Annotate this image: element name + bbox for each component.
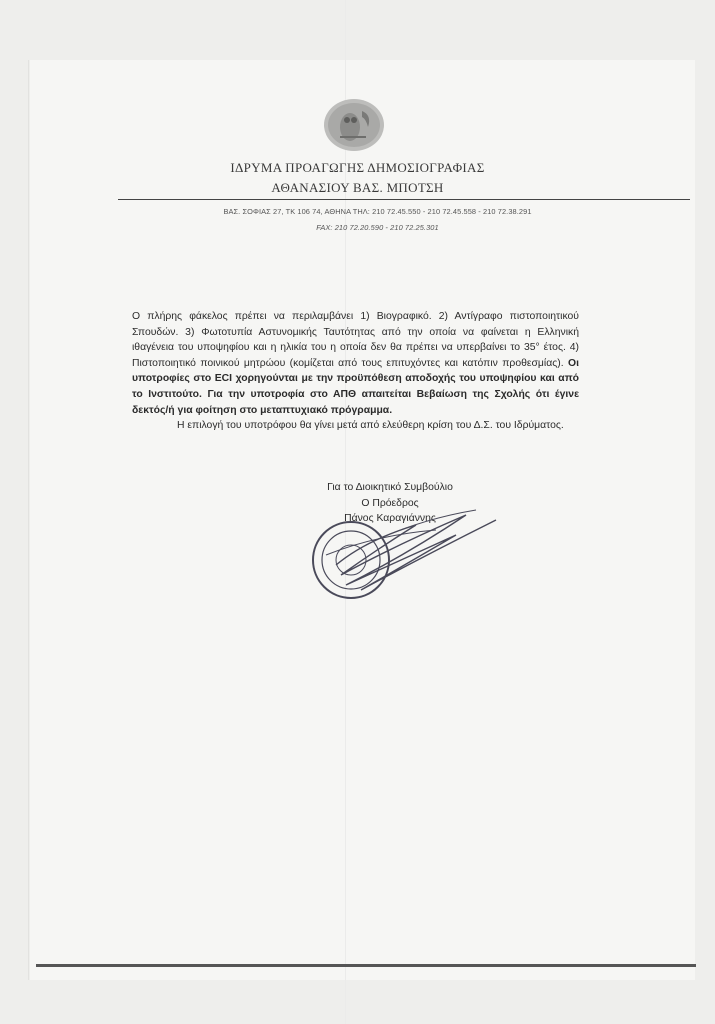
letter-body xyxy=(132,309,579,434)
org-name-line1: ΙΔΡΥΜΑ ΠΡΟΑΓΩΓΗΣ ΔΗΜΟΣΙΟΓΡΑΦΙΑΣ xyxy=(230,160,485,175)
paragraph-requirements xyxy=(132,309,579,418)
scholarship-conditions: Οι υποτροφίες στο ECI χορηγούνται με την προϋπόθεση αποδοχής του υποψηφίου και από το Ινστιτούτο. Για την υποτροφία στο ΑΠΘ απαιτείται Βεβαίωση της Σχολής ότι έγινε δεκτός/ή για φοίτηση στο μεταπτυχιακό πρόγραμμα. xyxy=(132,357,579,416)
scan-edge xyxy=(28,60,29,980)
paragraph-selection: Η επιλογή του υποτρόφου θα γίνει μετά από ελεύθερη κρίση του Δ.Σ. του Ιδρύματος. xyxy=(177,420,564,432)
signature-board: Για το Διοικητικό Συμβούλιο xyxy=(327,482,453,493)
address-line: ΒΑΣ. ΣΟΦΙΑΣ 27, ΤΚ 106 74, ΑΘΗΝΑ ΤΗΛ: 210 72.45.550 - 210 72.45.558 - 210 72.38.291 xyxy=(223,207,532,216)
signature-name: Πάνος Καραγιάννης xyxy=(344,513,436,525)
signature-title: Ο Πρόεδρος xyxy=(361,497,419,509)
requirements-text: Ο πλήρης φάκελος πρέπει να περιλαμβάνει 1) Βιογραφικό. 2) Αντίγραφο πιστοποιητικού Σπουδών. 3) Φωτοτυπία Αστυνομικής Ταυτότητας από την οποία να φαίνεται η Ελληνική ιθαγένεια του υποψηφίου και η ηλικία του η οποία δεν θα πρέπει να υπερβαίνει το 35° έτος. 4) Πιστοποιητικό ποινικού μητρώου (κομίζεται από τους επιτυχόντες και κατόπιν προθεσμίας). xyxy=(132,311,579,369)
owl-coin-emblem-icon xyxy=(322,97,386,153)
footer-divider xyxy=(36,964,696,967)
org-name-line2: ΑΘΑΝΑΣΙΟΥ ΒΑΣ. ΜΠΟΤΣΗ xyxy=(271,180,444,195)
official-stamp-icon xyxy=(306,505,506,605)
fax-line: FAX: 210 72.20.590 - 210 72.25.301 xyxy=(316,223,439,232)
header-divider xyxy=(118,199,690,200)
